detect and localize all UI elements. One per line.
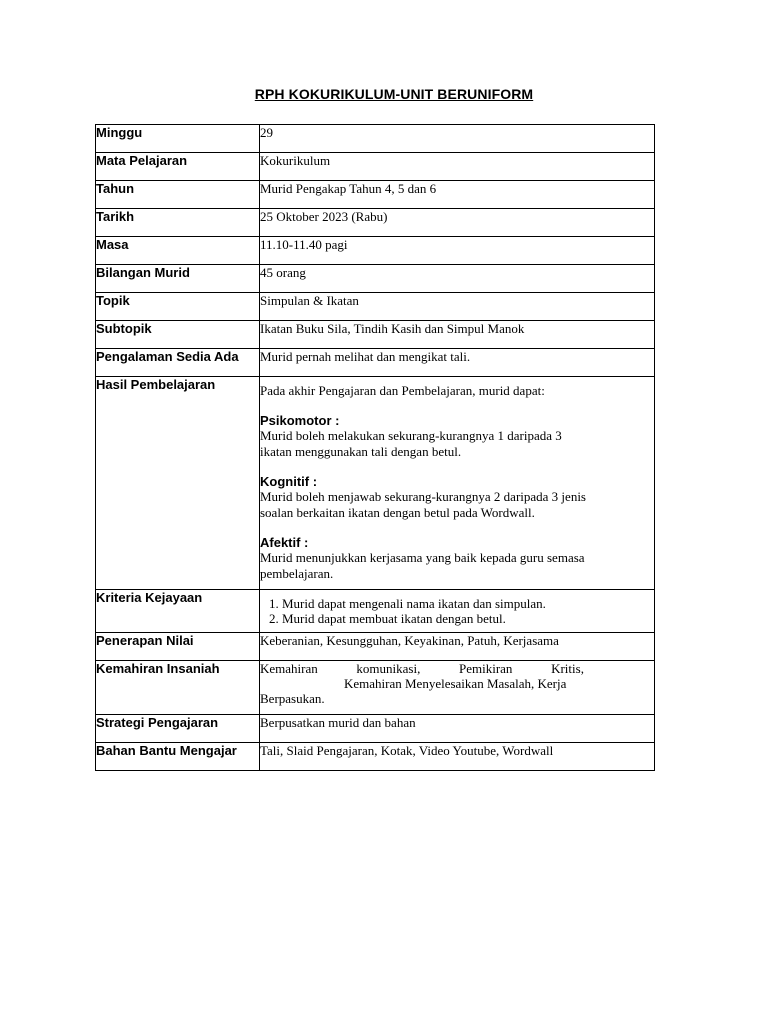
- row-value-topik: Simpulan & Ikatan: [260, 293, 655, 321]
- psikomotor-line: Murid boleh melakukan sekurang-kurangnya 1 daripada 3: [260, 428, 562, 443]
- afektif-line: pembelajaran.: [260, 566, 334, 581]
- table-row: [96, 715, 655, 743]
- row-label-hasil: Hasil Pembelajaran: [96, 377, 260, 590]
- row-value-kemahiran: [260, 661, 655, 715]
- row-label-tahun: Tahun: [96, 181, 260, 209]
- row-label-topik: Topik: [96, 293, 260, 321]
- afektif-line: Murid menunjukkan kerjasama yang baik kepada guru semasa: [260, 550, 585, 565]
- table-row: [96, 125, 655, 153]
- row-value-bahan: Tali, Slaid Pengajaran, Kotak, Video Youtube, Wordwall: [260, 743, 655, 771]
- kognitif-heading: Kognitif :: [260, 474, 318, 489]
- kemahiran-line: Kemahiran Menyelesaikan Masalah, Kerja: [344, 676, 567, 691]
- kemahiran-word: Pemikiran: [459, 661, 513, 676]
- page-title: RPH KOKURIKULUM-UNIT BERUNIFORM: [254, 86, 534, 102]
- row-label-masa: Masa: [96, 237, 260, 265]
- row-label-pengalaman: Pengalaman Sedia Ada: [96, 349, 260, 377]
- table-row: [96, 743, 655, 771]
- kemahiran-line: [260, 661, 654, 676]
- table-row: [96, 349, 655, 377]
- table-row: [96, 237, 655, 265]
- hasil-intro: Pada akhir Pengajaran dan Pembelajaran, murid dapat:: [260, 383, 545, 398]
- table-row: [96, 633, 655, 661]
- list-item: 1. Murid dapat mengenali nama ikatan dan simpulan.: [282, 596, 654, 611]
- table-row: [96, 321, 655, 349]
- row-value-masa: 11.10-11.40 pagi: [260, 237, 655, 265]
- table-row: [96, 265, 655, 293]
- row-value-mata-pelajaran: Kokurikulum: [260, 153, 655, 181]
- table-row: [96, 661, 655, 715]
- kemahiran-word: Kritis,: [551, 661, 584, 676]
- table-row: [96, 293, 655, 321]
- row-value-minggu: 29: [260, 125, 655, 153]
- table-row: [96, 153, 655, 181]
- table-row: [96, 181, 655, 209]
- row-label-kemahiran: Kemahiran Insaniah: [96, 661, 260, 715]
- row-label-strategi: Strategi Pengajaran: [96, 715, 260, 743]
- row-label-mata-pelajaran: Mata Pelajaran: [96, 153, 260, 181]
- row-value-subtopik: Ikatan Buku Sila, Tindih Kasih dan Simpul Manok: [260, 321, 655, 349]
- kemahiran-word: komunikasi,: [356, 661, 421, 676]
- list-item: 2. Murid dapat membuat ikatan dengan betul.: [282, 611, 654, 626]
- rph-table: [95, 124, 655, 771]
- kognitif-line: soalan berkaitan ikatan dengan betul pada Wordwall.: [260, 505, 535, 520]
- afektif-heading: Afektif :: [260, 535, 309, 550]
- row-label-tarikh: Tarikh: [96, 209, 260, 237]
- table-row: [96, 377, 655, 590]
- row-value-pengalaman: Murid pernah melihat dan mengikat tali.: [260, 349, 655, 377]
- row-label-nilai: Penerapan Nilai: [96, 633, 260, 661]
- row-value-strategi: Berpusatkan murid dan bahan: [260, 715, 655, 743]
- row-label-kriteria: Kriteria Kejayaan: [96, 590, 260, 633]
- row-label-bilangan-murid: Bilangan Murid: [96, 265, 260, 293]
- row-value-bilangan-murid: 45 orang: [260, 265, 655, 293]
- row-value-nilai: Keberanian, Kesungguhan, Keyakinan, Patuh, Kerjasama: [260, 633, 655, 661]
- kemahiran-word: Kemahiran: [260, 661, 318, 676]
- row-value-tarikh: 25 Oktober 2023 (Rabu): [260, 209, 655, 237]
- kriteria-list: [260, 596, 654, 626]
- psikomotor-heading: Psikomotor :: [260, 413, 340, 428]
- row-value-tahun: Murid Pengakap Tahun 4, 5 dan 6: [260, 181, 655, 209]
- row-value-kriteria: [260, 590, 655, 633]
- row-value-hasil: [260, 377, 655, 590]
- kemahiran-line: Berpasukan.: [260, 691, 325, 706]
- table-row: [96, 209, 655, 237]
- row-label-subtopik: Subtopik: [96, 321, 260, 349]
- table-row: [96, 590, 655, 633]
- kognitif-line: Murid boleh menjawab sekurang-kurangnya 2 daripada 3 jenis: [260, 489, 586, 504]
- row-label-minggu: Minggu: [96, 125, 260, 153]
- psikomotor-line: ikatan menggunakan tali dengan betul.: [260, 444, 462, 459]
- row-label-bahan: Bahan Bantu Mengajar: [96, 743, 260, 771]
